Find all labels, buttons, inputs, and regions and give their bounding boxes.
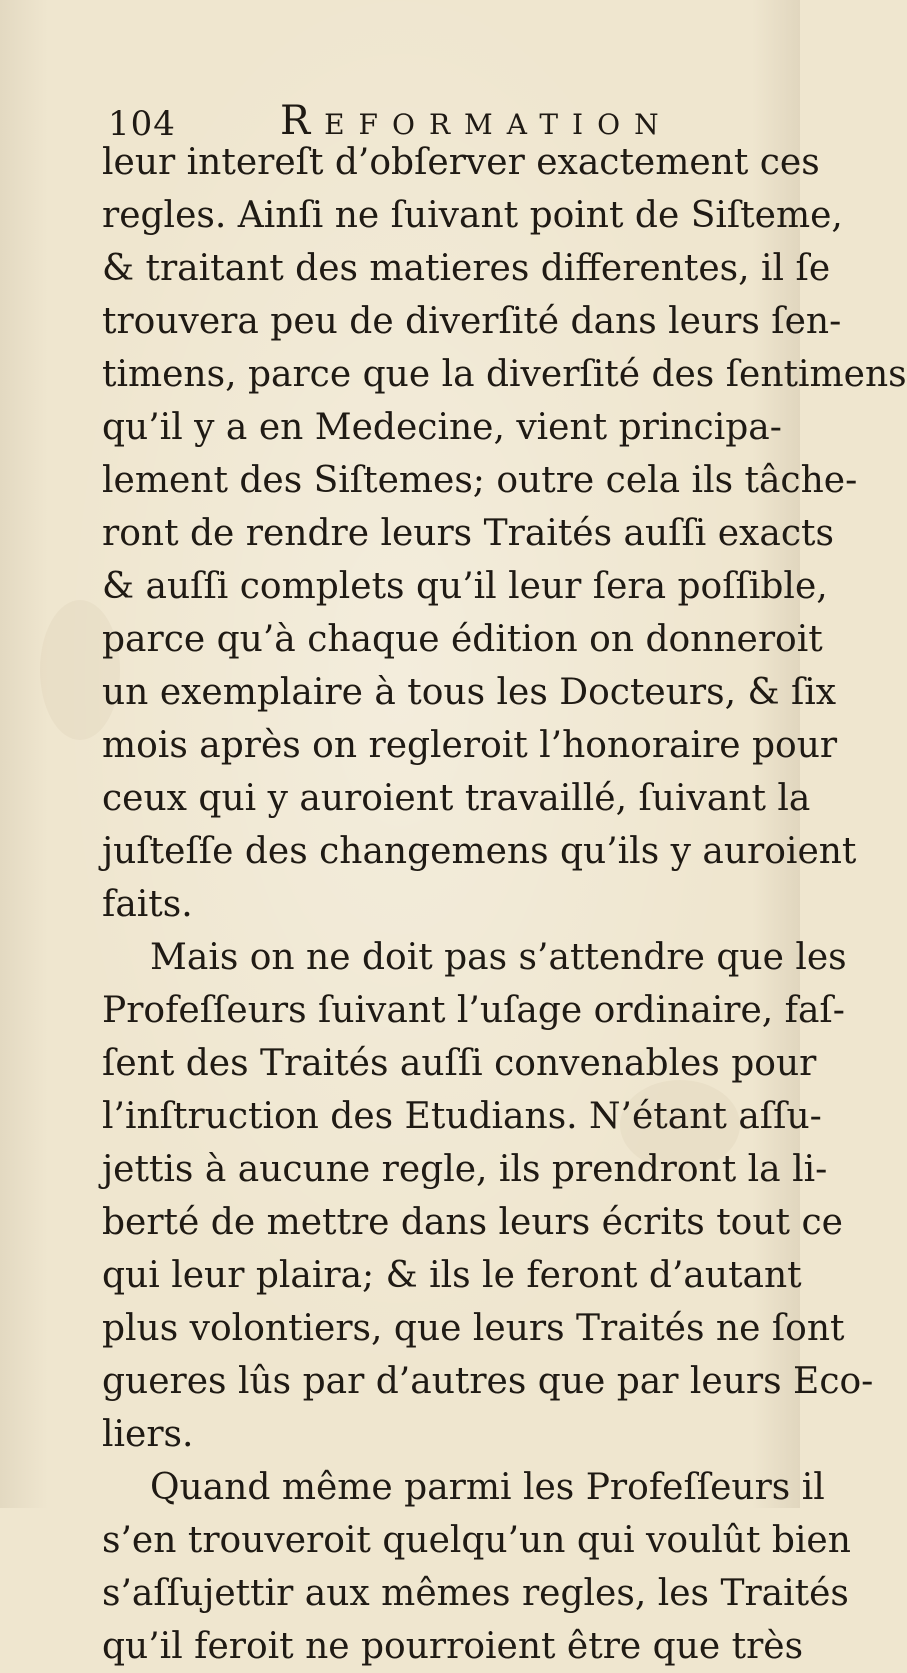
- text-line: leur intereſt d’obſerver exactement ces: [102, 142, 820, 183]
- text-line: & auſſi complets qu’il leur ſera poſſible,: [102, 566, 828, 607]
- text-line: Quand même parmi les Profeſſeurs il: [150, 1467, 825, 1508]
- text-line: liers.: [102, 1414, 194, 1455]
- text-line: ſent des Traités auſſi convenables pour: [102, 1043, 817, 1084]
- text-line: plus volontiers, que leurs Traités ne ſont: [102, 1308, 845, 1349]
- text-line: gueres lûs par d’autres que par leurs Eco-: [102, 1361, 874, 1402]
- text-line: parce qu’à chaque édition on donneroit: [102, 619, 823, 660]
- text-line: qu’il y a en Medecine, vient principa-: [102, 407, 782, 448]
- page-number: 104: [108, 104, 176, 144]
- running-title: Reformation: [280, 98, 673, 144]
- text-line: s’aſſujettir aux mêmes regles, les Traités: [102, 1573, 849, 1614]
- text-line: & traitant des matieres differentes, il ſe: [102, 248, 831, 289]
- text-line: lement des Siſtemes; outre cela ils tâche-: [102, 460, 858, 501]
- text-line: berté de mettre dans leurs écrits tout ce: [102, 1202, 843, 1243]
- text-line: Profeſſeurs ſuivant l’uſage ordinaire, faſ-: [102, 990, 845, 1031]
- text-line: qui leur plaira; & ils le feront d’autant: [102, 1255, 802, 1296]
- text-line: l’inſtruction des Etudians. N’étant aſſu-: [102, 1096, 822, 1137]
- text-line: ceux qui y auroient travaillé, ſuivant la: [102, 778, 811, 819]
- text-line: regles. Ainſi ne ſuivant point de Siſteme,: [102, 195, 843, 236]
- text-line: trouvera peu de diverſité dans leurs ſen-: [102, 301, 842, 342]
- text-line: faits.: [102, 884, 193, 925]
- text-line: qu’il feroit ne pourroient être que très: [102, 1626, 804, 1667]
- body-text: [102, 136, 907, 1673]
- text-line: ront de rendre leurs Traités auſſi exacts: [102, 513, 834, 554]
- text-line: s’en trouveroit quelqu’un qui voulût bien: [102, 1520, 851, 1561]
- text-line: mois après on regleroit l’honoraire pour: [102, 725, 838, 766]
- text-line: un exemplaire à tous les Docteurs, & ſix: [102, 672, 837, 713]
- text-line: Mais on ne doit pas s’attendre que les: [150, 937, 847, 978]
- text-line: juſteſſe des changemens qu’ils y auroient: [102, 831, 857, 872]
- text-line: timens, parce que la diverſité des ſentimens: [102, 354, 907, 395]
- text-line: jettis à aucune regle, ils prendront la li-: [102, 1149, 828, 1190]
